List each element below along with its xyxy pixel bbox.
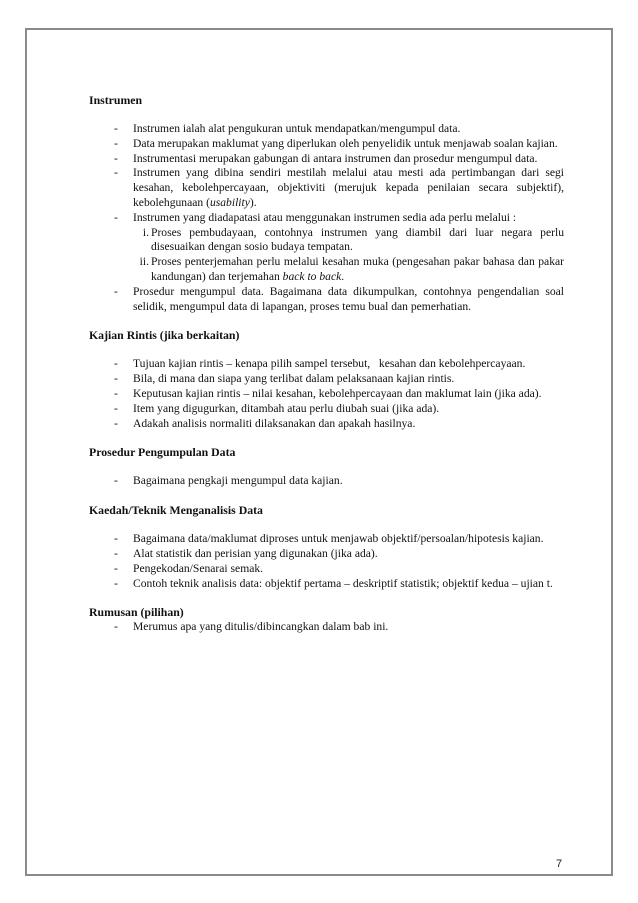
list-item-text: Instrumen yang dibina sendiri mestilah melalui atau mesti ada pertimbangan dari segi kesahan, kebolehpercayaan, objektiviti (merujuk kepada penilaian secara subjektif), kebolehgunaan ( <box>133 166 564 209</box>
list-item: - Instrumen ialah alat pengukuran untuk mendapatkan/mengumpul data. <box>89 122 564 137</box>
list-item <box>89 166 564 210</box>
list-item: - Alat statistik dan perisian yang digunakan (jika ada). <box>89 547 564 562</box>
page-number: 7 <box>556 858 563 870</box>
list-item: - Bagaimana pengkaji mengumpul data kajian. <box>89 474 564 489</box>
sub-list-item <box>133 226 564 256</box>
list-item: - Bila, di mana dan siapa yang terlibat dalam pelaksanaan kajian rintis. <box>89 372 564 387</box>
section-heading-kaedah-teknik: Kaedah/Teknik Menganalisis Data <box>89 503 263 518</box>
section-heading-rumusan: Rumusan (pilihan) <box>89 605 184 620</box>
sub-list-item <box>133 255 564 285</box>
list-item: - Keputusan kajian rintis – nilai kesahan, kebolehpercayaan dan maklumat lain (jika ada). <box>89 387 564 402</box>
list-item-italic: usability <box>209 195 250 209</box>
sub-list-text: . <box>341 269 345 283</box>
list-item-text: Instrumen yang diadapatasi atau menggunakan instrumen sedia ada perlu melalui : <box>133 210 517 224</box>
list-item: - Data merupakan maklumat yang diperlukan oleh penyelidik untuk menjawab soalan kajian. <box>89 137 564 152</box>
sub-list-text: Proses penterjemahan perlu melalui kesahan muka (pengesahan pakar bahasa dan pakar kandungan) dan terjemahan <box>151 255 564 283</box>
list-item: - Instrumentasi merupakan gabungan di antara instrumen dan prosedur mengumpul data. <box>89 152 564 167</box>
list-item: - Bagaimana data/maklumat diproses untuk menjawab objektif/persoalan/hipotesis kajian. <box>89 532 564 547</box>
sub-list-text: Proses pembudayaan, contohnya instrumen yang diambil dari luar negara perlu disesuaikan dengan sosio budaya tempatan. <box>151 225 564 254</box>
sub-list-number: ii. <box>139 255 149 269</box>
kaedah-list <box>89 532 564 591</box>
document-body <box>89 93 564 635</box>
section-heading-kajian-rintis: Kajian Rintis (jika berkaitan) <box>89 328 240 343</box>
list-item: - Prosedur mengumpul data. Bagaimana data dikumpulkan, contohnya pengendalian soal selidik, mengumpul data di lapangan, proses temu bual dan pemerhatian. <box>89 285 564 315</box>
section-heading-prosedur-pengumpulan: Prosedur Pengumpulan Data <box>89 445 236 460</box>
list-item: - Tujuan kajian rintis – kenapa pilih sampel tersebut, kesahan dan kebolehpercayaan. <box>89 357 564 372</box>
list-item <box>89 211 564 285</box>
list-item: - Contoh teknik analisis data: objektif pertama – deskriptif statistik; objektif kedua – ujian t. <box>89 577 564 592</box>
section-heading-instrumen: Instrumen <box>89 93 143 107</box>
sub-list <box>133 226 564 285</box>
list-item: - Item yang digugurkan, ditambah atau perlu diubah suai (jika ada). <box>89 402 564 417</box>
kajian-rintis-list <box>89 357 564 431</box>
rumusan-list <box>89 620 564 635</box>
list-item: - Merumus apa yang ditulis/dibincangkan dalam bab ini. <box>89 620 564 635</box>
prosedur-list <box>89 474 564 489</box>
list-item: - Adakah analisis normaliti dilaksanakan dan apakah hasilnya. <box>89 417 564 432</box>
sub-list-number: i. <box>142 225 149 239</box>
instrumen-list <box>89 122 564 314</box>
list-item-text: ). <box>249 195 257 209</box>
list-item: - Pengekodan/Senarai semak. <box>89 562 564 577</box>
sub-list-italic: back to back <box>282 269 342 283</box>
